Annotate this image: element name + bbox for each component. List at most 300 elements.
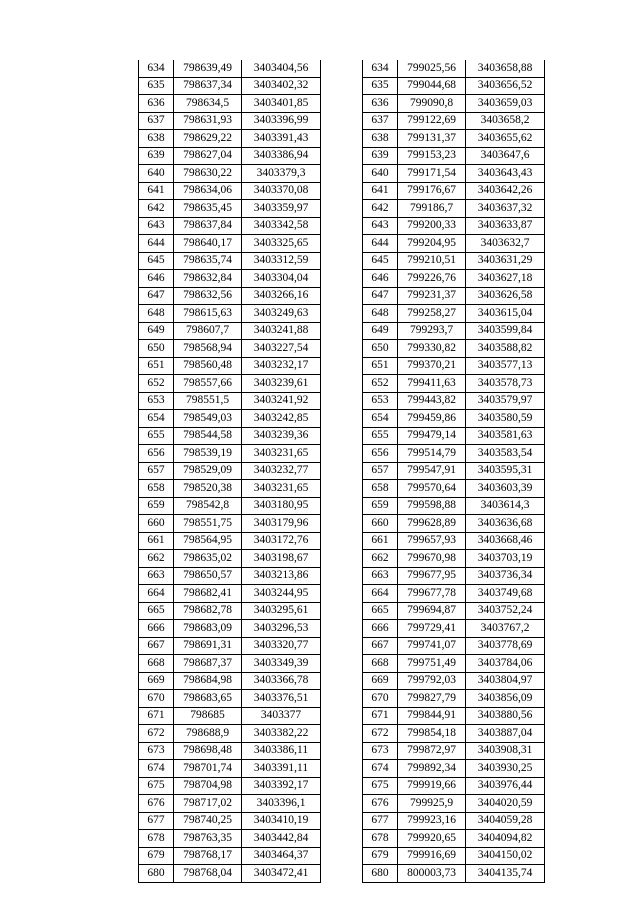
x-coordinate: 798539,19 [174, 445, 242, 463]
x-coordinate: 798640,17 [174, 235, 242, 253]
y-coordinate: 3403239,61 [242, 375, 321, 393]
y-coordinate: 3403464,37 [242, 847, 321, 865]
y-coordinate: 3403349,39 [242, 655, 321, 673]
point-number: 645 [139, 252, 174, 270]
x-coordinate: 799186,7 [398, 200, 466, 218]
y-coordinate: 3403198,67 [242, 550, 321, 568]
table-row [363, 777, 545, 795]
table-row [139, 532, 321, 550]
table-row [139, 287, 321, 305]
x-coordinate: 799741,07 [398, 637, 466, 655]
y-coordinate: 3403577,13 [466, 357, 545, 375]
table-row [363, 620, 545, 638]
table-row [363, 147, 545, 165]
point-number: 654 [363, 410, 398, 428]
point-number: 647 [363, 287, 398, 305]
point-number: 669 [139, 672, 174, 690]
y-coordinate: 3403887,04 [466, 725, 545, 743]
table-row [363, 270, 545, 288]
x-coordinate: 799628,89 [398, 515, 466, 533]
point-number: 679 [363, 847, 398, 865]
point-number: 678 [363, 830, 398, 848]
table-row [139, 865, 321, 883]
table-row [363, 95, 545, 113]
table-row [363, 567, 545, 585]
x-coordinate: 798682,78 [174, 602, 242, 620]
table-row [139, 410, 321, 428]
table-row [363, 585, 545, 603]
point-number: 677 [363, 812, 398, 830]
point-number: 677 [139, 812, 174, 830]
point-number: 641 [363, 182, 398, 200]
x-coordinate: 798698,48 [174, 742, 242, 760]
point-number: 664 [139, 585, 174, 603]
point-number: 653 [139, 392, 174, 410]
table-row [363, 602, 545, 620]
x-coordinate: 799330,82 [398, 340, 466, 358]
y-coordinate: 3403295,61 [242, 602, 321, 620]
y-coordinate: 3403767,2 [466, 620, 545, 638]
point-number: 649 [363, 322, 398, 340]
y-coordinate: 3403599,84 [466, 322, 545, 340]
y-coordinate: 3403637,32 [466, 200, 545, 218]
x-coordinate: 799090,8 [398, 95, 466, 113]
point-number: 657 [139, 462, 174, 480]
table-row [139, 550, 321, 568]
point-number: 644 [139, 235, 174, 253]
x-coordinate: 798568,94 [174, 340, 242, 358]
table-row [363, 235, 545, 253]
table-row [363, 217, 545, 235]
table-row [139, 602, 321, 620]
y-coordinate: 3403784,06 [466, 655, 545, 673]
y-coordinate: 3403242,85 [242, 410, 321, 428]
y-coordinate: 3403778,69 [466, 637, 545, 655]
table-row [363, 340, 545, 358]
table-row [139, 585, 321, 603]
y-coordinate: 3404135,74 [466, 865, 545, 883]
y-coordinate: 3403603,39 [466, 480, 545, 498]
x-coordinate: 798549,03 [174, 410, 242, 428]
x-coordinate: 798630,22 [174, 165, 242, 183]
point-number: 660 [363, 515, 398, 533]
point-number: 674 [363, 760, 398, 778]
point-number: 665 [363, 602, 398, 620]
x-coordinate: 799919,66 [398, 777, 466, 795]
x-coordinate: 798768,04 [174, 865, 242, 883]
y-coordinate: 3403647,6 [466, 147, 545, 165]
table-row [363, 427, 545, 445]
point-number: 637 [139, 112, 174, 130]
y-coordinate: 3403636,68 [466, 515, 545, 533]
point-number: 668 [363, 655, 398, 673]
table-row [363, 77, 545, 95]
table-row [363, 760, 545, 778]
x-coordinate: 798688,9 [174, 725, 242, 743]
x-coordinate: 798529,09 [174, 462, 242, 480]
point-number: 635 [139, 77, 174, 95]
table-row [139, 217, 321, 235]
point-number: 659 [363, 497, 398, 515]
y-coordinate: 3403266,16 [242, 287, 321, 305]
x-coordinate: 799570,64 [398, 480, 466, 498]
table-row [139, 270, 321, 288]
y-coordinate: 3403231,65 [242, 445, 321, 463]
point-number: 666 [139, 620, 174, 638]
point-number: 663 [363, 567, 398, 585]
x-coordinate: 798551,75 [174, 515, 242, 533]
point-number: 670 [363, 690, 398, 708]
y-coordinate: 3403391,11 [242, 760, 321, 778]
y-coordinate: 3403804,97 [466, 672, 545, 690]
y-coordinate: 3403658,2 [466, 112, 545, 130]
point-number: 645 [363, 252, 398, 270]
point-number: 639 [139, 147, 174, 165]
point-number: 669 [363, 672, 398, 690]
y-coordinate: 3403580,59 [466, 410, 545, 428]
x-coordinate: 799171,54 [398, 165, 466, 183]
y-coordinate: 3403392,17 [242, 777, 321, 795]
table-row [139, 252, 321, 270]
y-coordinate: 3403325,65 [242, 235, 321, 253]
point-number: 648 [363, 305, 398, 323]
table-row [363, 655, 545, 673]
point-number: 664 [363, 585, 398, 603]
y-coordinate: 3404094,82 [466, 830, 545, 848]
point-number: 675 [139, 777, 174, 795]
x-coordinate: 798639,49 [174, 60, 242, 77]
left-coordinate-table [138, 60, 321, 883]
x-coordinate: 799411,63 [398, 375, 466, 393]
x-coordinate: 799598,88 [398, 497, 466, 515]
y-coordinate: 3403376,51 [242, 690, 321, 708]
table-row [363, 112, 545, 130]
point-number: 662 [139, 550, 174, 568]
table-row [363, 252, 545, 270]
table-row [363, 60, 545, 77]
x-coordinate: 798557,66 [174, 375, 242, 393]
table-row [139, 620, 321, 638]
point-number: 659 [139, 497, 174, 515]
point-number: 634 [139, 60, 174, 77]
point-number: 650 [363, 340, 398, 358]
table-row [139, 305, 321, 323]
y-coordinate: 3403472,41 [242, 865, 321, 883]
table-row [139, 812, 321, 830]
x-coordinate: 798634,06 [174, 182, 242, 200]
point-number: 635 [363, 77, 398, 95]
table-row [363, 637, 545, 655]
table-row [363, 200, 545, 218]
point-number: 637 [363, 112, 398, 130]
x-coordinate: 799131,37 [398, 130, 466, 148]
y-coordinate: 3403631,29 [466, 252, 545, 270]
y-coordinate: 3403614,3 [466, 497, 545, 515]
table-row [363, 480, 545, 498]
point-number: 638 [139, 130, 174, 148]
x-coordinate: 798635,02 [174, 550, 242, 568]
y-coordinate: 3403615,04 [466, 305, 545, 323]
y-coordinate: 3403386,11 [242, 742, 321, 760]
point-number: 643 [139, 217, 174, 235]
point-number: 675 [363, 777, 398, 795]
table-row [139, 165, 321, 183]
table-row [363, 795, 545, 813]
x-coordinate: 798542,8 [174, 497, 242, 515]
x-coordinate: 799844,91 [398, 707, 466, 725]
point-number: 663 [139, 567, 174, 585]
x-coordinate: 798701,74 [174, 760, 242, 778]
point-number: 652 [363, 375, 398, 393]
table-row [139, 112, 321, 130]
y-coordinate: 3403244,95 [242, 585, 321, 603]
x-coordinate: 799153,23 [398, 147, 466, 165]
x-coordinate: 798551,5 [174, 392, 242, 410]
table-row [363, 410, 545, 428]
table-row [363, 672, 545, 690]
x-coordinate: 799231,37 [398, 287, 466, 305]
point-number: 651 [363, 357, 398, 375]
y-coordinate: 3404059,28 [466, 812, 545, 830]
y-coordinate: 3403655,62 [466, 130, 545, 148]
point-number: 653 [363, 392, 398, 410]
table-row [139, 847, 321, 865]
x-coordinate: 799694,87 [398, 602, 466, 620]
table-row [363, 392, 545, 410]
table-row [139, 340, 321, 358]
table-row [363, 830, 545, 848]
y-coordinate: 3403396,99 [242, 112, 321, 130]
table-row [363, 165, 545, 183]
x-coordinate: 798607,7 [174, 322, 242, 340]
y-coordinate: 3403402,32 [242, 77, 321, 95]
y-coordinate: 3403410,19 [242, 812, 321, 830]
x-coordinate: 798682,41 [174, 585, 242, 603]
table-row [363, 865, 545, 883]
table-row [139, 427, 321, 445]
y-coordinate: 3403386,94 [242, 147, 321, 165]
y-coordinate: 3403736,34 [466, 567, 545, 585]
x-coordinate: 799729,41 [398, 620, 466, 638]
point-number: 648 [139, 305, 174, 323]
x-coordinate: 799204,95 [398, 235, 466, 253]
x-coordinate: 799677,78 [398, 585, 466, 603]
table-row [139, 760, 321, 778]
x-coordinate: 799827,79 [398, 690, 466, 708]
point-number: 666 [363, 620, 398, 638]
y-coordinate: 3403377 [242, 707, 321, 725]
x-coordinate: 798637,84 [174, 217, 242, 235]
y-coordinate: 3403312,59 [242, 252, 321, 270]
point-number: 673 [363, 742, 398, 760]
y-coordinate: 3403370,08 [242, 182, 321, 200]
point-number: 667 [139, 637, 174, 655]
point-number: 649 [139, 322, 174, 340]
point-number: 672 [363, 725, 398, 743]
table-row [363, 550, 545, 568]
table-row [363, 375, 545, 393]
y-coordinate: 3403382,22 [242, 725, 321, 743]
x-coordinate: 798768,17 [174, 847, 242, 865]
table-row [363, 287, 545, 305]
x-coordinate: 799854,18 [398, 725, 466, 743]
x-coordinate: 798650,57 [174, 567, 242, 585]
x-coordinate: 799657,93 [398, 532, 466, 550]
x-coordinate: 798635,45 [174, 200, 242, 218]
y-coordinate: 3403227,54 [242, 340, 321, 358]
x-coordinate: 798629,22 [174, 130, 242, 148]
point-number: 655 [139, 427, 174, 445]
table-row [363, 497, 545, 515]
y-coordinate: 3403880,56 [466, 707, 545, 725]
x-coordinate: 799925,9 [398, 795, 466, 813]
x-coordinate: 799923,16 [398, 812, 466, 830]
table-row [139, 322, 321, 340]
x-coordinate: 798520,38 [174, 480, 242, 498]
table-row [139, 375, 321, 393]
y-coordinate: 3403359,97 [242, 200, 321, 218]
x-coordinate: 799122,69 [398, 112, 466, 130]
table-row [139, 707, 321, 725]
point-number: 650 [139, 340, 174, 358]
y-coordinate: 3403656,52 [466, 77, 545, 95]
point-number: 667 [363, 637, 398, 655]
x-coordinate: 799872,97 [398, 742, 466, 760]
x-coordinate: 799920,65 [398, 830, 466, 848]
x-coordinate: 798635,74 [174, 252, 242, 270]
point-number: 655 [363, 427, 398, 445]
table-row [363, 515, 545, 533]
y-coordinate: 3403659,03 [466, 95, 545, 113]
point-number: 678 [139, 830, 174, 848]
y-coordinate: 3403180,95 [242, 497, 321, 515]
table-row [139, 830, 321, 848]
x-coordinate: 799459,86 [398, 410, 466, 428]
point-number: 661 [363, 532, 398, 550]
y-coordinate: 3403583,54 [466, 445, 545, 463]
point-number: 639 [363, 147, 398, 165]
point-number: 647 [139, 287, 174, 305]
point-number: 676 [363, 795, 398, 813]
y-coordinate: 3403749,68 [466, 585, 545, 603]
y-coordinate: 3403366,78 [242, 672, 321, 690]
point-number: 672 [139, 725, 174, 743]
table-row [363, 130, 545, 148]
x-coordinate: 799514,79 [398, 445, 466, 463]
point-number: 680 [139, 865, 174, 883]
y-coordinate: 3403232,77 [242, 462, 321, 480]
x-coordinate: 798631,93 [174, 112, 242, 130]
table-row [363, 462, 545, 480]
y-coordinate: 3403231,65 [242, 480, 321, 498]
y-coordinate: 3403579,97 [466, 392, 545, 410]
x-coordinate: 799479,14 [398, 427, 466, 445]
table-row [139, 60, 321, 77]
y-coordinate: 3403595,31 [466, 462, 545, 480]
point-number: 662 [363, 550, 398, 568]
point-number: 660 [139, 515, 174, 533]
x-coordinate: 799892,34 [398, 760, 466, 778]
x-coordinate: 798634,5 [174, 95, 242, 113]
x-coordinate: 799547,91 [398, 462, 466, 480]
y-coordinate: 3403213,86 [242, 567, 321, 585]
y-coordinate: 3403296,53 [242, 620, 321, 638]
point-number: 640 [363, 165, 398, 183]
x-coordinate: 798564,95 [174, 532, 242, 550]
y-coordinate: 3403643,43 [466, 165, 545, 183]
table-row [363, 812, 545, 830]
table-row [139, 497, 321, 515]
point-number: 656 [139, 445, 174, 463]
x-coordinate: 798544,58 [174, 427, 242, 445]
y-coordinate: 3403249,63 [242, 305, 321, 323]
table-row [363, 847, 545, 865]
table-row [139, 357, 321, 375]
point-number: 651 [139, 357, 174, 375]
table-row [139, 130, 321, 148]
y-coordinate: 3403581,63 [466, 427, 545, 445]
x-coordinate: 799751,49 [398, 655, 466, 673]
left-table-body [139, 60, 321, 882]
y-coordinate: 3403179,96 [242, 515, 321, 533]
point-number: 646 [139, 270, 174, 288]
table-row [139, 235, 321, 253]
table-row [139, 200, 321, 218]
point-number: 674 [139, 760, 174, 778]
table-row [139, 147, 321, 165]
table-row [363, 707, 545, 725]
point-number: 658 [139, 480, 174, 498]
point-number: 642 [139, 200, 174, 218]
table-row [363, 742, 545, 760]
x-coordinate: 798683,09 [174, 620, 242, 638]
table-row [139, 95, 321, 113]
point-number: 656 [363, 445, 398, 463]
point-number: 676 [139, 795, 174, 813]
y-coordinate: 3403379,3 [242, 165, 321, 183]
table-row [139, 182, 321, 200]
x-coordinate: 798685 [174, 707, 242, 725]
point-number: 646 [363, 270, 398, 288]
y-coordinate: 3403668,46 [466, 532, 545, 550]
table-row [363, 725, 545, 743]
y-coordinate: 3403856,09 [466, 690, 545, 708]
x-coordinate: 798687,37 [174, 655, 242, 673]
y-coordinate: 3403342,58 [242, 217, 321, 235]
x-coordinate: 798684,98 [174, 672, 242, 690]
table-row [363, 182, 545, 200]
table-row [139, 637, 321, 655]
y-coordinate: 3403578,73 [466, 375, 545, 393]
x-coordinate: 799916,69 [398, 847, 466, 865]
y-coordinate: 3403391,43 [242, 130, 321, 148]
x-coordinate: 798615,63 [174, 305, 242, 323]
point-number: 671 [139, 707, 174, 725]
y-coordinate: 3403239,36 [242, 427, 321, 445]
x-coordinate: 799677,95 [398, 567, 466, 585]
y-coordinate: 3403908,31 [466, 742, 545, 760]
y-coordinate: 3404020,59 [466, 795, 545, 813]
table-row [363, 305, 545, 323]
y-coordinate: 3403401,85 [242, 95, 321, 113]
x-coordinate: 798637,34 [174, 77, 242, 95]
table-row [139, 567, 321, 585]
point-number: 670 [139, 690, 174, 708]
x-coordinate: 798627,04 [174, 147, 242, 165]
x-coordinate: 799443,82 [398, 392, 466, 410]
x-coordinate: 798704,98 [174, 777, 242, 795]
x-coordinate: 799670,98 [398, 550, 466, 568]
